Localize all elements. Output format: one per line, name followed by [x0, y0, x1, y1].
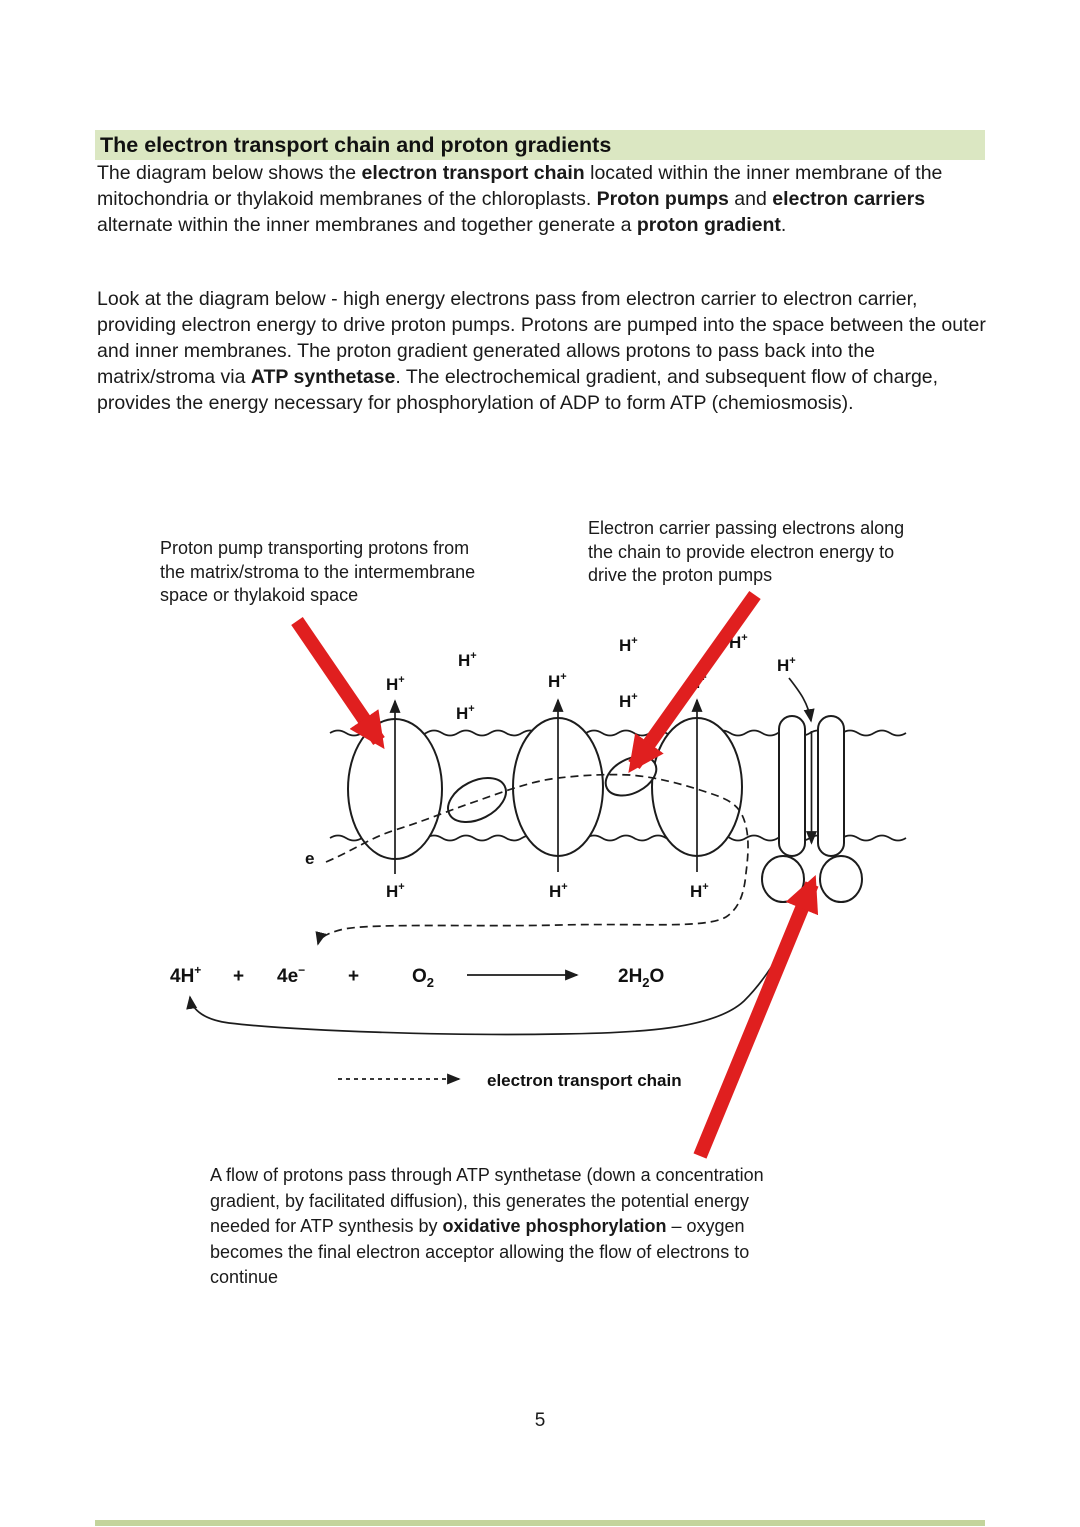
electron-carrier-annotation: Electron carrier passing electrons along the chain to provide electron energy to drive the proton pumps: [588, 518, 905, 585]
red-arrow-atp-synthetase: [700, 884, 812, 1156]
h-plus-label: H+: [386, 674, 405, 694]
h-plus-label: H+: [690, 881, 709, 901]
legend-label: electron transport chain: [487, 1071, 682, 1090]
atp-synthetase-pillar-right: [818, 716, 844, 856]
equation-plus: +: [348, 966, 360, 987]
atp-synthetase-annotation: A flow of protons pass through ATP synthetase (down a concentration gradient, by facilitated diffusion), this generates the potential energy needed for ATP synthesis by oxidative phosphorylation – oxygen becomes the final electron acceptor allowing the flow of electrons to continue: [210, 1165, 764, 1287]
equation-plus: +: [233, 966, 245, 987]
h-plus-label: H+: [619, 691, 638, 711]
h-plus-label: H+: [458, 650, 477, 670]
electron-carrier-1: [441, 769, 513, 831]
atp-synthetase-ball-left: [762, 856, 804, 902]
atp-synthetase-ball-right: [820, 856, 862, 902]
h-plus-label: H+: [777, 655, 796, 675]
h-plus-entry-curved-arrow: [789, 678, 811, 721]
equation-term-2h2o: $2H_2O$: [618, 966, 665, 990]
proton-pump-annotation: Proton pump transporting protons from the matrix/stroma to the intermembrane space or thylakoid space: [160, 538, 476, 605]
h-plus-label: H+: [729, 632, 748, 652]
page-number: 5: [534, 1410, 546, 1431]
equation-term-o2: $O_2$: [412, 966, 435, 990]
atp-synthetase-pillar-left: [779, 716, 805, 856]
h-plus-label: H+: [386, 881, 405, 901]
h-plus-label: H+: [549, 881, 568, 901]
h-plus-label: H+: [548, 671, 567, 691]
electron-transport-chain-diagram: [140, 588, 940, 1180]
footer-rule: [95, 1520, 985, 1526]
equation-term-4h: 4H+: [170, 963, 202, 987]
section-heading: The electron transport chain and proton gradients: [95, 130, 985, 160]
h-plus-label: H+: [688, 672, 707, 692]
red-arrow-proton-pump: [297, 621, 379, 741]
h-plus-label: H+: [456, 703, 475, 723]
body-paragraph: Look at the diagram below - high energy electrons pass from electron carrier to electron carrier, providing electron energy to drive proton pumps. Protons are pumped into the space between the outer and inner membranes. The proton gradient generated allows protons to pass back into the matrix/stroma via ATP synthetase. The electrochemical gradient, and subsequent flow of charge, provides the energy necessary for phosphorylation of ADP to form ATP (chemiosmosis).: [97, 288, 986, 414]
electron-label: e: [305, 849, 315, 868]
h-plus-label: H+: [619, 635, 638, 655]
intro-paragraph: The diagram below shows the electron transport chain located within the inner membrane of the mitochondria or thylakoid membranes of the chloroplasts. Proton pumps and electron carriers alternate within the inner membranes and together generate a proton gradient.: [97, 162, 943, 236]
equation-term-4e: 4e−: [277, 963, 306, 987]
